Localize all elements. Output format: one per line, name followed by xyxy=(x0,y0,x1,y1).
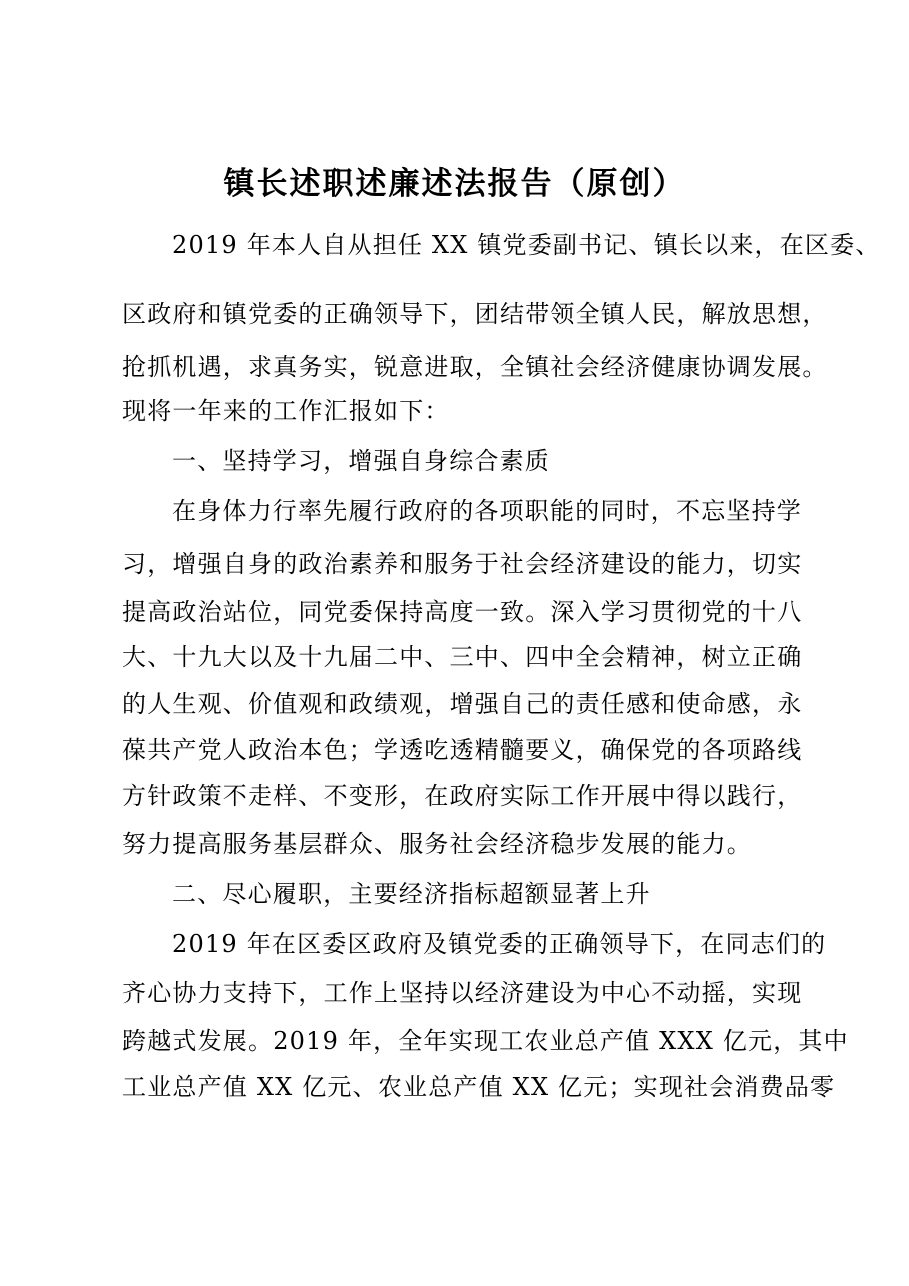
paragraph-line: 2019 年在区委区政府及镇党委的正确领导下，在同志们的 xyxy=(172,930,827,958)
document-title: 镇长述职述廉述法报告（原创） xyxy=(223,166,686,202)
paragraph-line: 齐心协力支持下，工作上坚持以经济建设为中心不动摇，实现 xyxy=(122,979,803,1007)
paragraph-line: 现将一年来的工作汇报如下： xyxy=(122,397,450,425)
paragraph-line: 提高政治站位，同党委保持高度一致。深入学习贯彻党的十八 xyxy=(122,598,803,626)
paragraph-line: 大、十九大以及十九届二中、三中、四中全会精神，树立正确 xyxy=(122,643,803,671)
section-heading: 二、尽心履职，主要经济指标超额显著上升 xyxy=(172,880,651,908)
section-heading: 一、坚持学习，增强自身综合素质 xyxy=(172,447,550,475)
paragraph-line: 区政府和镇党委的正确领导下，团结带领全镇人民，解放思想， xyxy=(122,300,828,328)
paragraph-line: 跨越式发展。2019 年，全年实现工农业总产值 XXX 亿元，其中 xyxy=(122,1027,849,1055)
paragraph-line: 习，增强自身的政治素养和服务于社会经济建设的能力，切实 xyxy=(122,550,803,578)
paragraph-line: 方针政策不走样、不变形，在政府实际工作开展中得以践行， xyxy=(122,782,803,810)
paragraph-line: 工业总产值 XX 亿元、农业总产值 XX 亿元；实现社会消费品零 xyxy=(122,1073,836,1101)
paragraph-line: 抢抓机遇，求真务实，锐意进取，全镇社会经济健康协调发展。 xyxy=(122,353,828,381)
paragraph-line: 的人生观、价值观和政绩观，增强自己的责任感和使命感，永 xyxy=(122,690,803,718)
paragraph-line: 在身体力行率先履行政府的各项职能的同时，不忘坚持学 xyxy=(172,497,802,525)
paragraph-line: 葆共产党人政治本色；学透吃透精髓要义，确保党的各项路线 xyxy=(122,736,803,764)
paragraph-line: 2019 年本人自从担任 XX 镇党委副书记、镇长以来，在区委、 xyxy=(172,231,881,259)
paragraph-line: 努力提高服务基层群众、服务社会经济稳步发展的能力。 xyxy=(122,830,752,858)
